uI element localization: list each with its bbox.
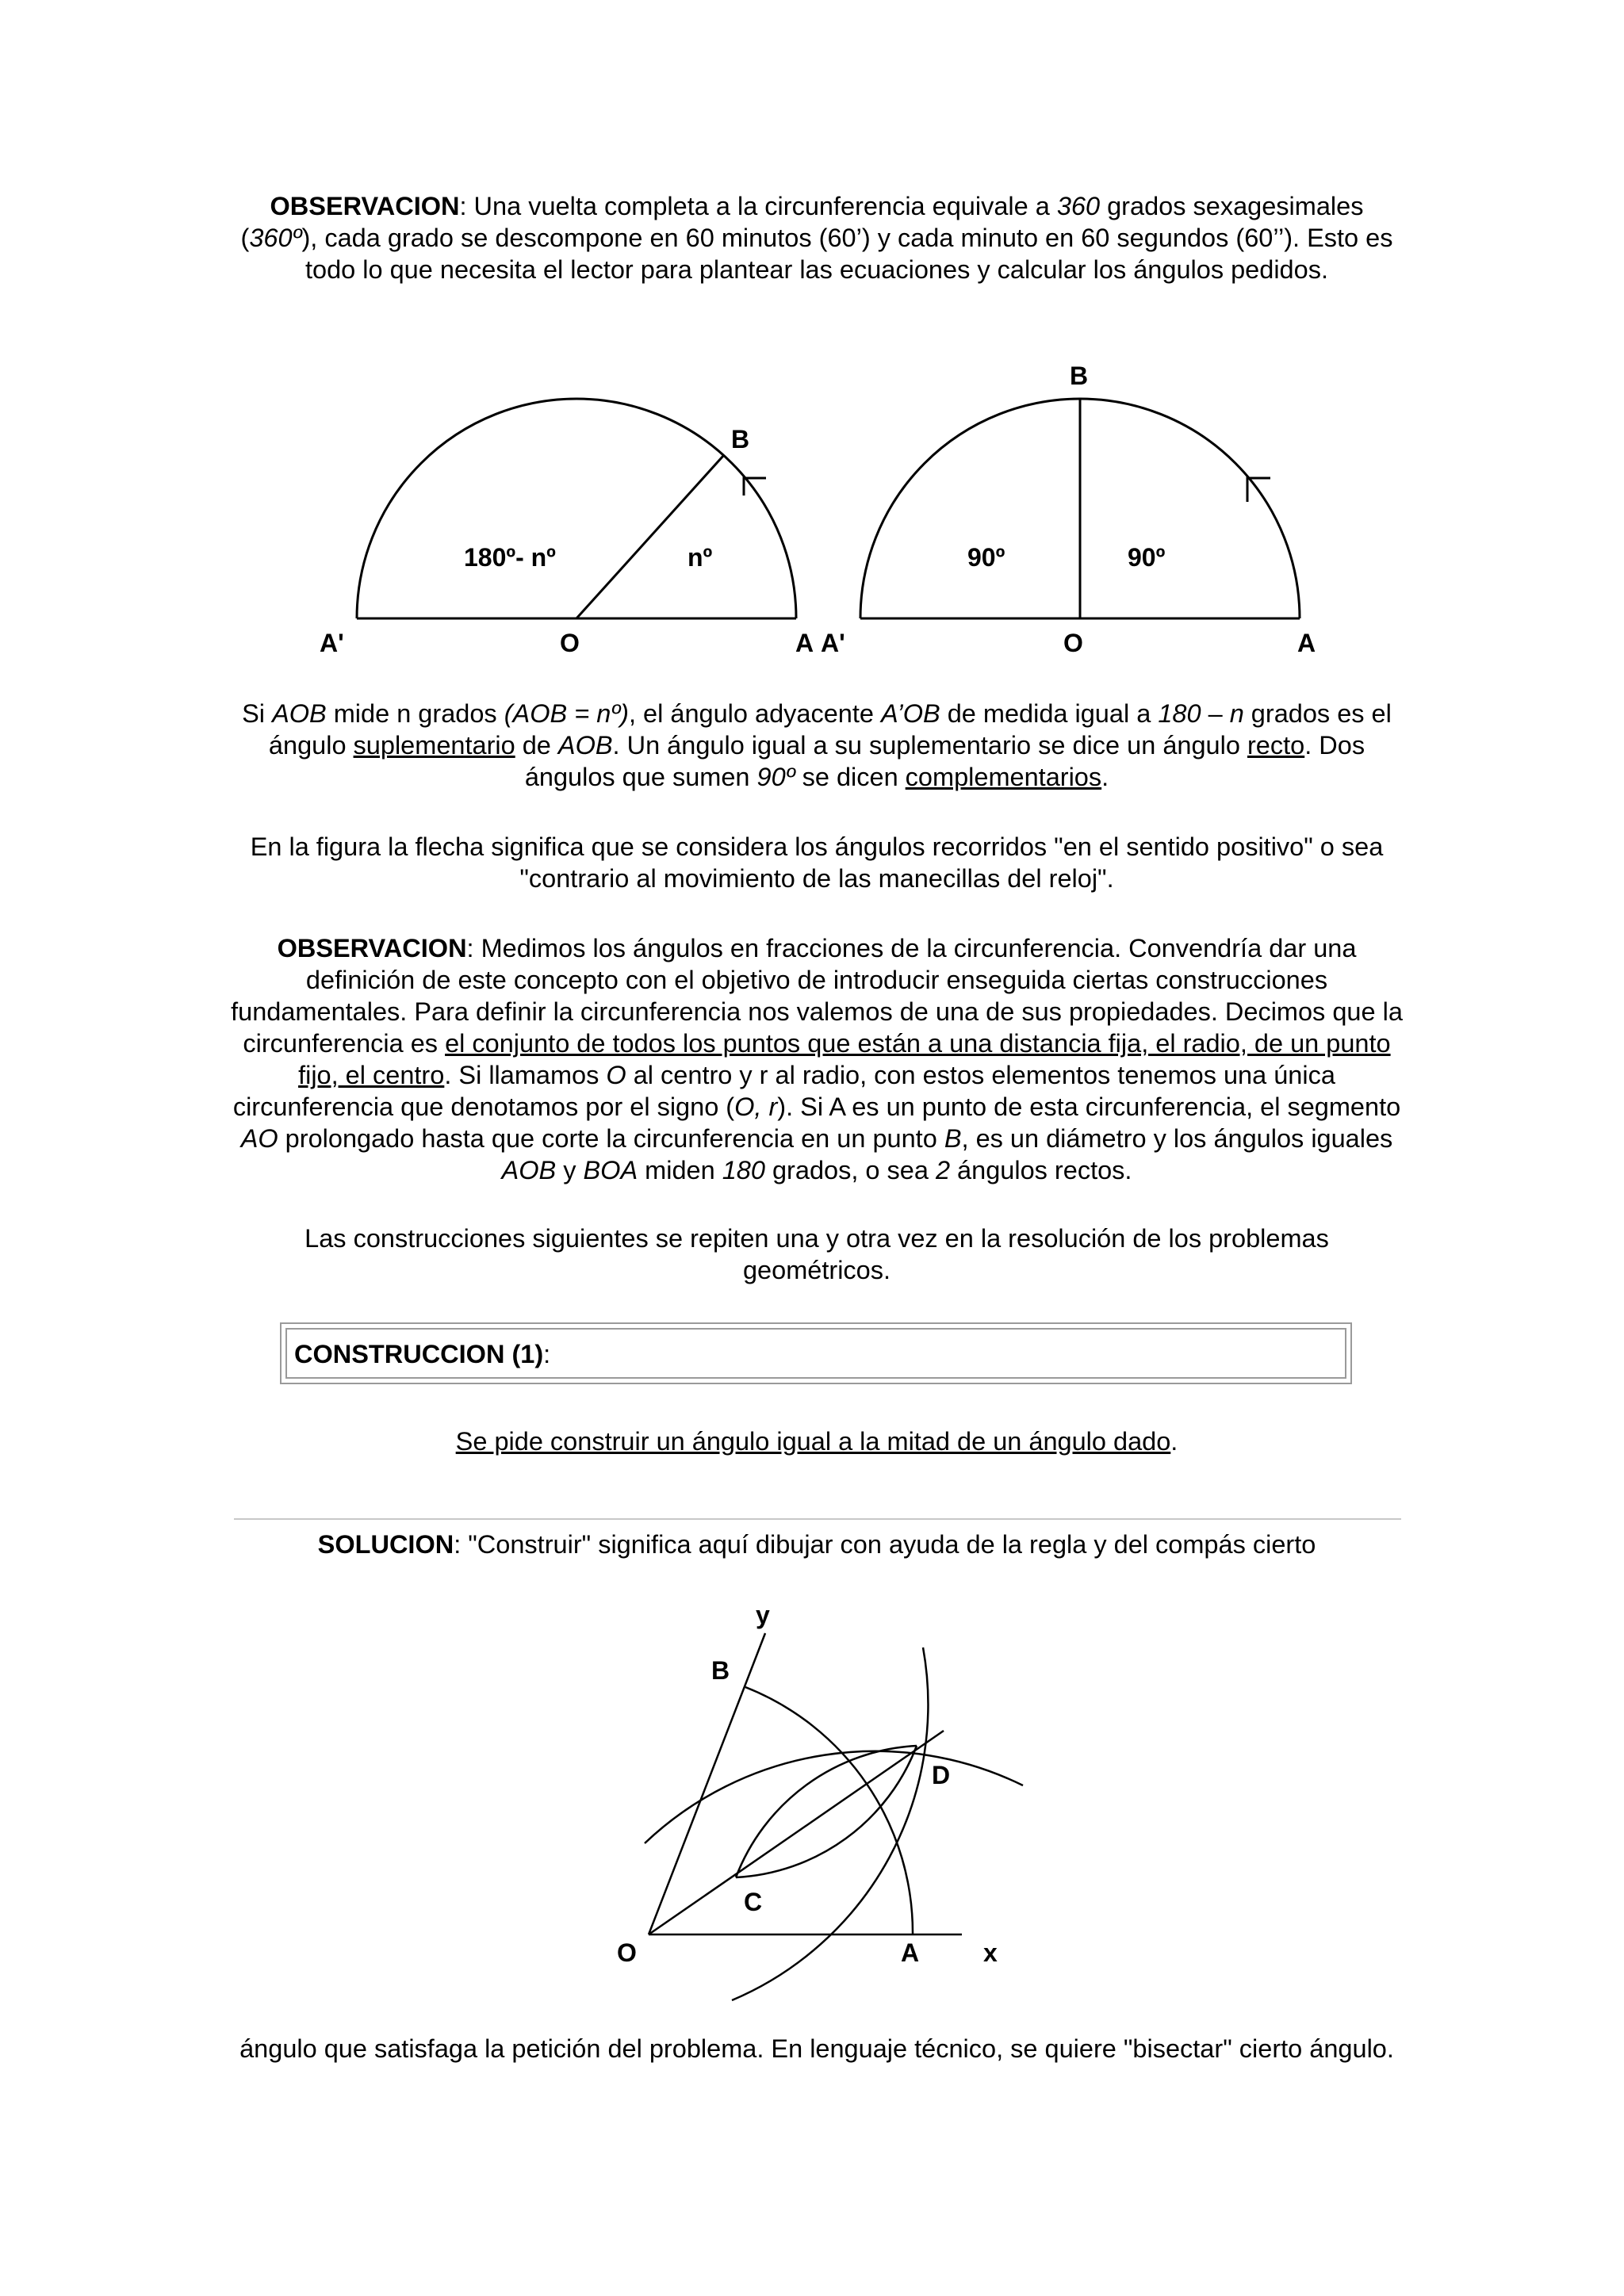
- constructions-paragraph: Las construcciones siguientes se repiten una y otra vez en la resolución de los problemas geométricos.: [304, 1224, 1329, 1284]
- left-semicircle-arc: [357, 399, 796, 618]
- label-c: C: [744, 1888, 763, 1916]
- construction-box: [280, 1322, 1352, 1384]
- left-label-b: B: [731, 425, 750, 453]
- final-paragraph: ángulo que satisfaga la petición del problema. En lenguaje técnico, se quiere "bisectar" cierto ángulo.: [239, 2034, 1394, 2063]
- semicircle-figure: [0, 349, 1624, 666]
- label-o: O: [617, 1938, 637, 1967]
- bisector-figure: [0, 1586, 1624, 2014]
- right-angle-left: 90º: [967, 543, 1005, 572]
- left-label-a: A: [795, 629, 814, 657]
- term-suplementario: suplementario: [353, 731, 515, 760]
- label-d: D: [932, 1761, 951, 1789]
- left-angle-supplement: 180º- nº: [464, 543, 556, 572]
- right-label-b: B: [1070, 362, 1089, 390]
- horizontal-rule: [234, 1518, 1401, 1520]
- left-radius-ob: [576, 456, 723, 618]
- right-label-a: A: [1297, 629, 1316, 657]
- circle-definition: el conjunto de todos los puntos que están a una distancia fija, el radio, de un punto fijo, el centro: [298, 1029, 1391, 1089]
- right-angle-right: 90º: [1128, 543, 1166, 572]
- arrow-paragraph: En la figura la flecha significa que se considera los ángulos recorridos "en el sentido positivo" o sea "contrario al movimiento de las manecillas del reloj".: [250, 832, 1384, 893]
- label-y: y: [756, 1601, 770, 1629]
- term-complementarios: complementarios: [905, 763, 1102, 791]
- right-label-o: O: [1063, 629, 1083, 657]
- observation-paragraph-1: OBSERVACION: Una vuelta completa a la circunferencia equivale a 360 grados sexagesimales (360º), cada grado se descompone en 60 minutos (60’) y cada minuto en 60 segundos (60’’). Esto es todo lo que necesita el lector para plantear las ecuaciones y calcular los ángulos pedidos.: [240, 192, 1393, 284]
- observation-label-2: OBSERVACION: [277, 934, 467, 962]
- label-a: A: [901, 1938, 920, 1967]
- term-recto: recto: [1247, 731, 1305, 760]
- observation-paragraph-2: OBSERVACION: Medimos los ángulos en fracciones de la circunferencia. Convendría dar una definición de este concepto con el objetivo de introducir enseguida ciertas construcciones fundamentales. Para definir la circunferencia nos valemos de una de sus propiedades. Decimos que la circunferencia es el conjunto de todos los puntos que están a una distancia fija, el radio, de un punto fijo, el centro. Si llamamos O al centro y r al radio, con estos elementos tenemos una única circunferencia que denotamos por el signo (O, r). Si A es un punto de esta circunferencia, el segmento AO prolongado hasta que corte la circunferencia en un punto B, es un diámetro y los ángulos iguales AOB y BOA miden 180 grados, o sea 2 ángulos rectos.: [231, 934, 1403, 1184]
- left-label-a-prime: A': [320, 629, 344, 657]
- problem-statement: Se pide construir un ángulo igual a la mitad de un ángulo dado.: [455, 1427, 1178, 1456]
- solution-label: SOLUCION: [317, 1530, 454, 1559]
- construction-heading: CONSTRUCCION (1):: [294, 1340, 551, 1368]
- supplementary-paragraph: Si AOB mide n grados (AOB = nº), el ángulo adyacente A’OB de medida igual a 180 – n grados es el ángulo suplementario de AOB. Un ángulo igual a su suplementario se dice un ángulo recto. Dos ángulos que sumen 90º se dicen complementarios.: [242, 699, 1392, 791]
- observation-label: OBSERVACION: [270, 192, 460, 220]
- right-label-a-prime: A': [821, 629, 845, 657]
- label-b: B: [711, 1656, 730, 1685]
- left-angle-n: nº: [688, 543, 713, 572]
- label-x: x: [983, 1938, 998, 1967]
- arc-from-a: [732, 1647, 928, 2000]
- left-label-o: O: [560, 629, 580, 657]
- solution-line: SOLUCION: "Construir" significa aquí dibujar con ayuda de la regla y del compás cierto: [317, 1530, 1316, 1559]
